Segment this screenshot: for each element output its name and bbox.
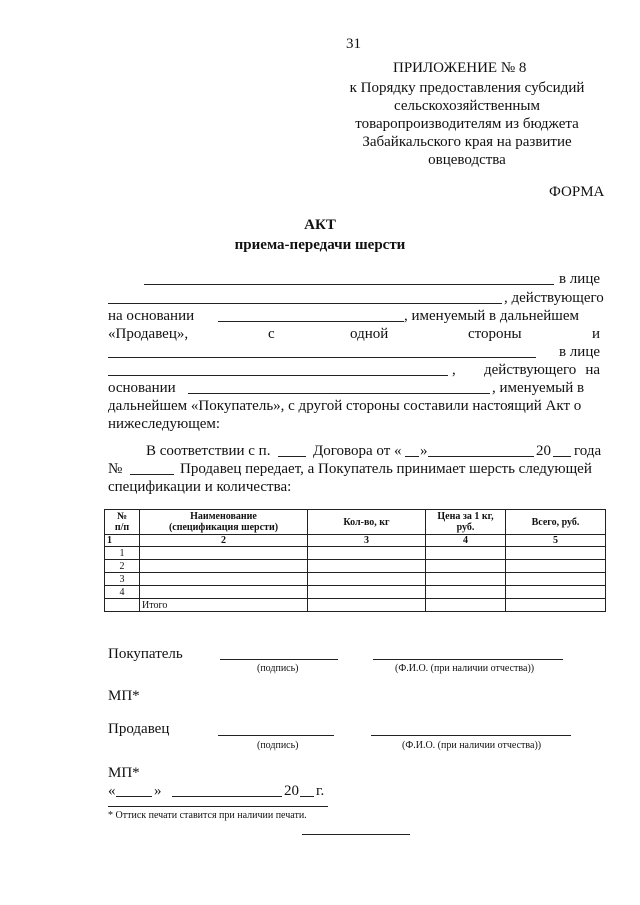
contract-year-field[interactable]	[553, 456, 571, 457]
word-year: года	[574, 443, 602, 459]
cell-name[interactable]	[140, 586, 308, 599]
total-row	[105, 599, 606, 612]
contract-from: Договора от «	[313, 443, 402, 459]
word-side: стороны	[468, 326, 522, 342]
cell-price[interactable]	[426, 547, 506, 560]
total-label: Итого	[140, 599, 308, 612]
spec-text: спецификации и количества:	[108, 479, 292, 495]
acting-1: , действующего	[504, 290, 604, 306]
column-number: 5	[506, 535, 606, 547]
contract-month-field[interactable]	[428, 456, 534, 457]
buyer-line: дальнейшем «Покупатель», с другой стороны составили настоящий Акт о	[108, 398, 582, 414]
appendix-line: сельскохозяйственным	[394, 98, 540, 114]
in-person-1: в лице	[558, 271, 600, 287]
cell-total[interactable]	[506, 560, 606, 573]
date-day-field[interactable]	[116, 796, 152, 797]
following: нижеследующем:	[108, 416, 221, 432]
footnote-separator	[108, 806, 328, 807]
table-row	[105, 586, 606, 599]
cell-qty[interactable]	[308, 586, 426, 599]
buyer-label: Покупатель	[108, 646, 183, 662]
total-row-number	[105, 599, 140, 612]
column-number: 4	[426, 535, 506, 547]
date-year-prefix: 20	[284, 783, 299, 799]
buyer-stamp-label: МП*	[108, 688, 140, 704]
seller-quote: «Продавец»,	[108, 326, 189, 342]
appendix-line: к Порядку предоставления субсидий	[349, 80, 585, 96]
date-quote-close: »	[154, 783, 162, 799]
column-number: 3	[308, 535, 426, 547]
accordance-clause: В соответствии с п.	[146, 443, 271, 459]
quote-close: »	[420, 443, 428, 459]
cell-total[interactable]	[506, 573, 606, 586]
buyer-signature-hint: (подпись)	[257, 663, 299, 674]
seller-basis-field[interactable]	[218, 321, 404, 322]
col-qty-header: Кол-во, кг	[308, 510, 426, 535]
hereinafter-1: , именуемый в дальнейшем	[404, 308, 580, 324]
cell-total[interactable]	[506, 586, 606, 599]
acting-2: действующего	[484, 362, 577, 378]
cell-total[interactable]	[506, 547, 606, 560]
closing-rule	[302, 834, 410, 835]
word-and: и	[591, 326, 600, 342]
buyer-fio-field[interactable]	[373, 659, 563, 660]
appendix-line: Забайкальского края на развитие	[362, 134, 572, 150]
footnote: * Оттиск печати ставится при наличии печати.	[108, 810, 307, 821]
table-header-row	[105, 510, 606, 535]
buyer-basis-field[interactable]	[188, 393, 490, 394]
date-g: г.	[316, 783, 325, 799]
date-month-field[interactable]	[172, 796, 282, 797]
clause-number-field[interactable]	[278, 456, 306, 457]
appendix-text	[332, 79, 602, 169]
form-label: ФОРМА	[549, 184, 605, 200]
row-number: 4	[105, 586, 140, 599]
appendix-title: ПРИЛОЖЕНИЕ № 8	[393, 60, 527, 76]
cell-price[interactable]	[426, 560, 506, 573]
buyer-signature-field[interactable]	[220, 659, 338, 660]
in-person-2: в лице	[558, 344, 600, 360]
act-title: АКТ	[304, 217, 336, 233]
cell-price[interactable]	[426, 586, 506, 599]
col-total-header: Всего, руб.	[506, 510, 606, 535]
seller-signature-field[interactable]	[218, 735, 334, 736]
cell-name[interactable]	[140, 547, 308, 560]
specification-table	[104, 509, 606, 612]
number-sign: №	[108, 461, 123, 477]
seller-fio-hint: (Ф.И.О. (при наличии отчества))	[402, 740, 542, 751]
seller-name-field[interactable]	[144, 284, 554, 285]
appendix-line: товаропроизводителям из бюджета	[355, 116, 579, 132]
seller-label: Продавец	[108, 721, 170, 737]
seller-signature-hint: (подпись)	[257, 740, 299, 751]
row-number: 1	[105, 547, 140, 560]
cell-name[interactable]	[140, 573, 308, 586]
appendix-line: овцеводства	[428, 152, 506, 168]
transfer-text: Продавец передает, а Покупатель принимает шерсть следующей	[180, 461, 592, 477]
word-one: одной	[350, 326, 389, 342]
cell-qty[interactable]	[308, 547, 426, 560]
basis-2: основании	[108, 380, 176, 396]
col-num-header: № п/п	[105, 510, 140, 535]
cell-name[interactable]	[140, 560, 308, 573]
total-sum[interactable]	[506, 599, 606, 612]
cell-price[interactable]	[426, 573, 506, 586]
cell-qty[interactable]	[308, 560, 426, 573]
act-subtitle: приема-передачи шерсти	[234, 237, 406, 253]
column-number: 1	[105, 535, 140, 547]
buyer-fio-hint: (Ф.И.О. (при наличии отчества))	[395, 663, 535, 674]
buyer-name-field[interactable]	[108, 357, 536, 358]
year-prefix: 20	[536, 443, 551, 459]
contract-number-field[interactable]	[130, 474, 174, 475]
date-quote-open: «	[108, 783, 116, 799]
seller-stamp-label: МП*	[108, 765, 140, 781]
word-s: с	[268, 326, 275, 342]
cell-qty[interactable]	[308, 573, 426, 586]
row-number: 2	[105, 560, 140, 573]
col-price-header: Цена за 1 кг, руб.	[426, 510, 506, 535]
on-basis-1: на основании	[108, 308, 195, 324]
table-row	[105, 560, 606, 573]
date-year-field[interactable]	[300, 796, 314, 797]
total-qty[interactable]	[308, 599, 426, 612]
column-numbers-row	[105, 535, 606, 547]
word-na: на	[585, 362, 600, 378]
table-row	[105, 573, 606, 586]
seller-rep-field[interactable]	[108, 303, 502, 304]
col-name-header: Наименование (спецификация шерсти)	[140, 510, 308, 535]
row-number: 3	[105, 573, 140, 586]
total-price[interactable]	[426, 599, 506, 612]
table-row	[105, 547, 606, 560]
column-number: 2	[140, 535, 308, 547]
hereinafter-2: , именуемый в	[492, 380, 585, 396]
acting-2-comma: ,	[452, 362, 456, 378]
page-number: 31	[346, 36, 361, 52]
contract-day-field[interactable]	[405, 456, 419, 457]
seller-fio-field[interactable]	[371, 735, 571, 736]
buyer-rep-field[interactable]	[108, 375, 448, 376]
